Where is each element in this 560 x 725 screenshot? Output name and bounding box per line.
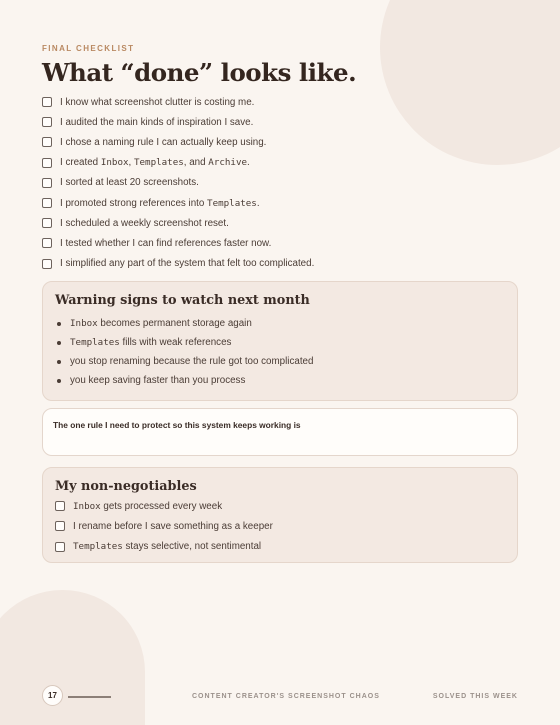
text-run: I rename before I save something as a keeper — [73, 520, 273, 532]
text-run: becomes permanent storage again — [97, 318, 252, 329]
folder-name: Templates — [207, 197, 257, 209]
non-negotiables-card — [42, 467, 518, 563]
text-run: gets processed every week — [100, 500, 223, 512]
checklist-item[interactable] — [42, 173, 518, 193]
folder-name: Inbox — [73, 500, 101, 512]
checklist-item[interactable] — [55, 516, 273, 536]
text-run: . — [256, 197, 260, 209]
folder-name: Inbox — [100, 157, 129, 169]
checklist-item[interactable] — [42, 132, 518, 152]
item-text — [60, 238, 271, 249]
list-item — [57, 314, 313, 333]
footer-divider — [68, 696, 111, 698]
checklist-item[interactable] — [55, 496, 273, 516]
checkbox-icon[interactable] — [42, 97, 52, 107]
item-text — [60, 117, 253, 128]
item-text — [60, 137, 266, 148]
one-rule-input-box[interactable] — [42, 408, 518, 456]
folder-name: Inbox — [70, 318, 98, 329]
checkbox-icon[interactable] — [55, 521, 65, 531]
list-item — [57, 371, 313, 390]
section-eyebrow: FINAL CHECKLIST — [42, 44, 135, 53]
text-run: I tested whether I can find references faster now. — [60, 237, 272, 249]
bullet-icon — [57, 341, 61, 345]
checkbox-icon[interactable] — [42, 238, 52, 248]
folder-name: Archive — [208, 157, 248, 169]
non-negotiables-list — [55, 496, 273, 557]
warning-signs-list — [57, 314, 313, 390]
text-run: fills with weak references — [119, 337, 232, 348]
item-text — [70, 375, 245, 386]
checklist-item[interactable] — [55, 537, 273, 557]
text-run: stays selective, not sentimental — [122, 541, 262, 553]
checklist-item[interactable] — [42, 233, 518, 253]
bullet-icon — [57, 379, 61, 383]
text-run: I sorted at least 20 screenshots. — [60, 177, 199, 189]
folder-name: Templates — [73, 541, 123, 553]
list-item — [57, 352, 313, 371]
list-item — [57, 333, 313, 352]
non-negotiables-title: My non-negotiables — [55, 479, 197, 494]
checklist-item[interactable] — [42, 254, 518, 274]
final-checklist — [42, 92, 518, 274]
text-run: I scheduled a weekly screenshot reset. — [60, 217, 229, 229]
checkbox-icon[interactable] — [42, 158, 52, 168]
item-text — [70, 318, 252, 329]
item-text — [73, 501, 222, 512]
text-run: you stop renaming because the rule got too complicated — [70, 356, 314, 367]
item-text — [73, 521, 273, 532]
checkbox-icon[interactable] — [42, 198, 52, 208]
checklist-item[interactable] — [42, 153, 518, 173]
bullet-icon — [57, 360, 61, 364]
text-run: I know what screenshot clutter is costing me. — [60, 96, 255, 108]
item-text — [60, 218, 229, 229]
checkbox-icon[interactable] — [42, 137, 52, 147]
checklist-item[interactable] — [42, 193, 518, 213]
footer-subtitle: SOLVED THIS WEEK — [432, 693, 518, 700]
item-text — [60, 97, 254, 108]
footer-book-title: CONTENT CREATOR'S SCREENSHOT CHAOS — [192, 693, 380, 700]
checklist-item[interactable] — [42, 92, 518, 112]
text-run: I simplified any part of the system that felt too complicated. — [60, 258, 315, 270]
item-text — [60, 258, 314, 269]
text-run: I audited the main kinds of inspiration I save. — [60, 116, 254, 128]
checkbox-icon[interactable] — [42, 218, 52, 228]
page-number: 17 — [42, 685, 63, 706]
item-text — [73, 541, 261, 552]
decorative-arch-bottom-left — [0, 590, 145, 725]
warning-signs-card — [42, 281, 518, 401]
folder-name: Templates — [70, 337, 120, 348]
text-run: I created — [60, 157, 101, 169]
folder-name: Templates — [133, 157, 184, 169]
checkbox-icon[interactable] — [42, 178, 52, 188]
text-run: . — [247, 157, 250, 169]
warning-signs-title: Warning signs to watch next month — [55, 293, 310, 308]
item-text — [60, 157, 250, 168]
text-run: I chose a naming rule I can actually keep using. — [60, 136, 267, 148]
text-run: I promoted strong references into — [60, 197, 208, 209]
checkbox-icon[interactable] — [55, 501, 65, 511]
text-run: , — [128, 157, 134, 169]
checklist-item[interactable] — [42, 112, 518, 132]
item-text — [70, 356, 313, 367]
item-text — [60, 198, 260, 209]
item-text — [70, 337, 231, 348]
text-run: , and — [183, 157, 209, 169]
checkbox-icon[interactable] — [42, 117, 52, 127]
checkbox-icon[interactable] — [55, 542, 65, 552]
bullet-icon — [57, 322, 61, 326]
text-run: you keep saving faster than you process — [70, 375, 246, 386]
checklist-item[interactable] — [42, 213, 518, 233]
page-title: What “done” looks like. — [42, 58, 357, 87]
checkbox-icon[interactable] — [42, 259, 52, 269]
one-rule-label: The one rule I need to protect so this system keeps working is — [53, 420, 301, 430]
item-text — [60, 177, 199, 188]
